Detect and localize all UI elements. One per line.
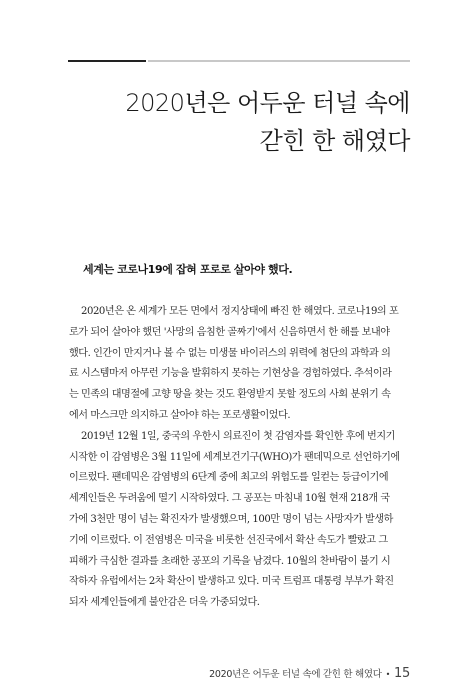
body-line: 작하자 유럽에서는 2차 확산이 발생하고 있다. 미국 트럼프 대통령 부부가 확진: [69, 576, 394, 588]
body-line: 로가 되어 살아야 했던 '사망의 음침한 골짜기'에서 신음하면서 한 해를 보내야: [69, 326, 390, 338]
chapter-title: [70, 84, 410, 160]
section-heading: 세계는 코로나19에 잡혀 포로로 살아야 했다.: [83, 263, 293, 276]
body-line: 했다. 인간이 만지거나 볼 수 없는 미생물 바이러스의 위력에 첨단의 과학과 의: [69, 347, 391, 359]
header-rule: [148, 60, 410, 62]
body-line: 이르렀다. 팬데믹은 감염병의 6단계 중에 최고의 위험도를 일컫는 등급이기에: [69, 472, 389, 484]
running-title: 2020년은 어두운 터널 속에 갇힌 한 해였다: [209, 669, 382, 680]
body-line: 가에 3천만 명이 넘는 확진자가 발생했으며, 100만 명이 넘는 사망자가 발생하: [69, 513, 393, 525]
body-line: 2020년은 온 세계가 모든 면에서 정지상태에 빠진 한 해였다. 코로나19의 포: [81, 306, 399, 317]
body-line: 시작한 이 감염병은 3월 11일에 세계보건기구(WHO)가 팬데믹으로 선언하기에: [69, 451, 400, 463]
page-number: 15: [394, 666, 410, 681]
body-line: 에서 마스크만 의지하고 살아야 하는 포로생활이었다.: [69, 409, 291, 421]
body-line: 료 시스템마저 아무런 기능을 발휘하지 못하는 기현상을 경험하였다. 추석이라: [69, 368, 392, 380]
body-line: 되자 세계인들에게 불안감은 더욱 가중되었다.: [69, 597, 260, 609]
header-rule-accent: [68, 60, 146, 62]
body-line: 세계인들은 두려움에 떨기 시작하였다. 그 공포는 마침내 10월 현재 218개 국: [69, 493, 390, 505]
footer-bullet: •: [385, 670, 391, 679]
body-line: 는 민족의 대명절에 고향 땅을 찾는 것도 환영받지 못할 정도의 사회 분위기 속: [69, 389, 391, 401]
page-footer: [209, 666, 410, 681]
body-text: [69, 302, 411, 614]
chapter-title-line-1: 2020년은 어두운 터널 속에: [125, 89, 410, 117]
body-line: 피해가 극심한 결과를 초래한 공포의 기록을 남겼다. 10월의 찬바람이 불기 시: [69, 555, 391, 567]
chapter-title-line-2: 갇힌 한 해였다: [259, 127, 410, 155]
body-line: 기에 이르렀다. 이 전염병은 미국을 비롯한 선진국에서 확산 속도가 빨랐고 그: [69, 534, 388, 546]
body-line: 2019년 12월 1일, 중국의 우한시 의료진이 첫 감염자를 확인한 후에 번지기: [81, 430, 395, 442]
